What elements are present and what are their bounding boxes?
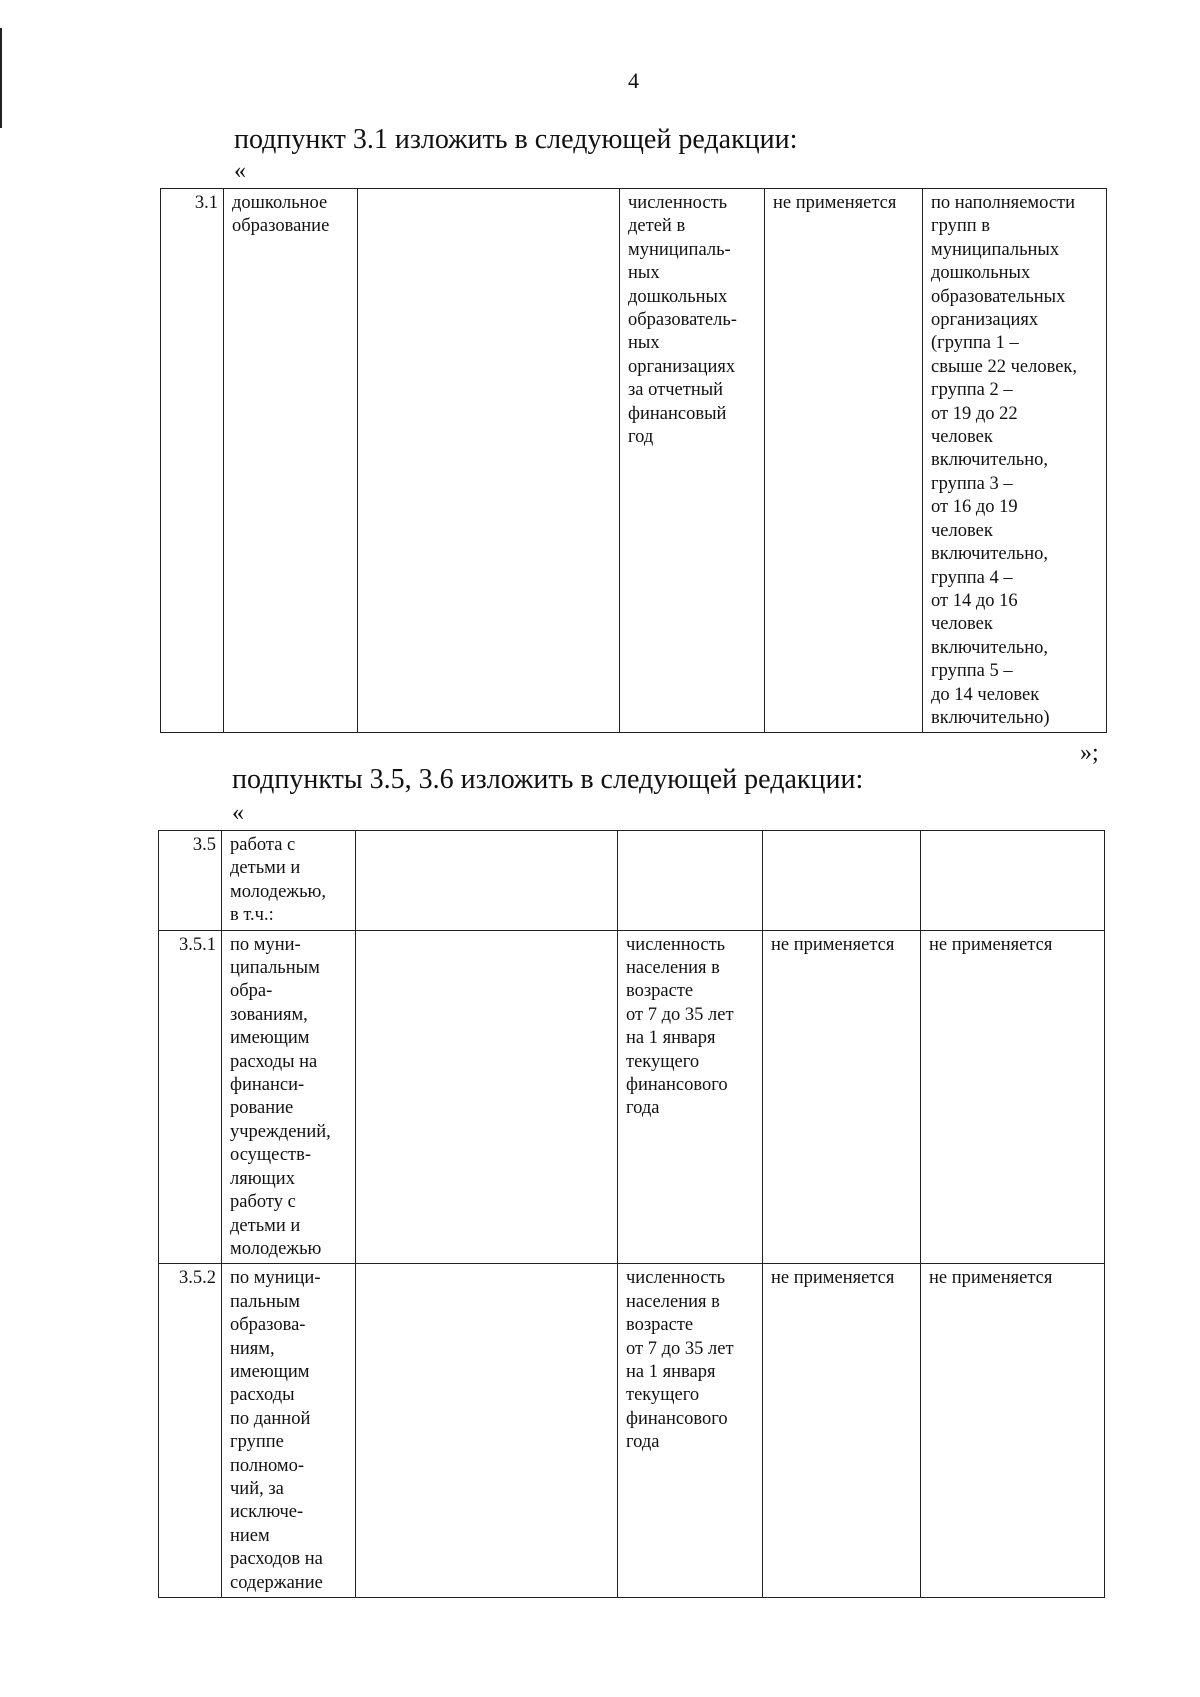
coefficient-cell — [763, 930, 921, 1264]
open-quote: « — [232, 800, 244, 826]
cell-text-line: муниципальных — [931, 239, 1060, 260]
cell-text-line: финансовый — [628, 403, 727, 424]
cell-text-line: от 14 до 16 — [931, 590, 1018, 611]
cell-text-line: численность — [628, 193, 728, 213]
cell-text-line: группа 3 – — [931, 473, 1013, 494]
coefficient-cell — [923, 189, 1107, 733]
cell-text-line: расходы на — [230, 1051, 318, 1072]
cell-text-line: не применяется — [929, 934, 1053, 955]
table-row — [161, 189, 1107, 733]
cell-text-line: пальным — [230, 1291, 300, 1312]
cell-text-line: финансового — [626, 1408, 728, 1429]
cell-text-line: год — [628, 427, 654, 448]
cell-text-line: осуществ- — [230, 1145, 312, 1166]
cell-text-line: численность — [626, 1268, 726, 1289]
row-number: 3.5.1 — [159, 930, 222, 1264]
cell-text-line: обра- — [230, 981, 273, 1002]
cell-text-line: молодежью — [230, 1238, 322, 1259]
indicator-cell — [618, 831, 763, 931]
cell-text-line: ляющих — [230, 1168, 295, 1189]
table-row — [159, 930, 1105, 1264]
cell-text-line: на 1 января — [626, 1028, 716, 1049]
cell-text-line: муниципаль- — [628, 239, 731, 260]
cell-text-line: возрасте — [626, 1315, 694, 1336]
heading-subclauses-3-5-3-6: подпункты 3.5, 3.6 изложить в следующей редакции: — [232, 764, 864, 795]
cell-text-line: по данной — [230, 1408, 311, 1429]
close-quote: »; — [1080, 740, 1099, 766]
coefficient-cell — [921, 930, 1105, 1264]
cell-text-line: до 14 человек — [931, 684, 1040, 705]
cell-text-line: группе — [230, 1432, 284, 1453]
cell-text-line: на 1 января — [626, 1361, 716, 1382]
coefficient-cell — [921, 831, 1105, 931]
cell-text-line: по муници- — [230, 1268, 321, 1289]
table-subclause-3-1 — [160, 188, 1107, 733]
expenditure-name-cell — [222, 930, 356, 1264]
row-number: 3.5 — [159, 831, 222, 931]
cell-text-line: включительно) — [931, 707, 1050, 728]
cell-text-line: не применяется — [929, 1268, 1053, 1289]
cell-text-line: по наполняемости — [931, 193, 1076, 213]
empty-cell — [356, 930, 618, 1264]
cell-text-line: возрасте — [626, 981, 694, 1002]
cell-text-line: не применяется — [771, 934, 895, 955]
cell-text-line: года — [626, 1432, 660, 1453]
cell-text-line: группа 5 – — [931, 661, 1013, 682]
cell-text-line: дошкольных — [628, 286, 728, 307]
cell-text-line: не применяется — [773, 193, 897, 213]
cell-text-line: ниям, — [230, 1338, 275, 1359]
cell-text-line: от 7 до 35 лет — [626, 1338, 734, 1359]
open-quote: « — [234, 158, 246, 184]
cell-text-line: организациях — [931, 310, 1039, 331]
cell-text-line: численность — [626, 934, 726, 955]
cell-text-line: (группа 1 – — [931, 333, 1019, 354]
cell-text-line: расходов на — [230, 1549, 323, 1570]
cell-text-line: года — [626, 1098, 660, 1119]
cell-text-line: работа с — [230, 835, 296, 855]
cell-text-line: человек — [931, 427, 993, 448]
cell-text-line: рование — [230, 1098, 294, 1119]
cell-text-line: за отчетный — [628, 380, 724, 401]
cell-text-line: текущего — [626, 1051, 700, 1072]
cell-text-line: включительно, — [931, 544, 1049, 565]
coefficient-cell — [921, 1264, 1105, 1598]
cell-text-line: ных — [628, 333, 660, 354]
indicator-cell — [618, 1264, 763, 1598]
cell-text-line: дошкольных — [931, 263, 1031, 284]
cell-text-line: от 16 до 19 — [931, 497, 1018, 518]
expenditure-name-cell — [224, 189, 358, 733]
cell-text-line: группа 2 – — [931, 380, 1013, 401]
cell-text-line: имеющим — [230, 1361, 310, 1382]
cell-text-line: имеющим — [230, 1028, 310, 1049]
empty-cell — [358, 189, 620, 733]
cell-text-line: свыше 22 человек, — [931, 356, 1078, 377]
margin-rule — [0, 28, 2, 128]
coefficient-cell — [763, 831, 921, 931]
empty-cell — [356, 1264, 618, 1598]
expenditure-name-cell — [222, 831, 356, 931]
cell-text-line: включительно, — [931, 450, 1049, 471]
cell-text-line: финансового — [626, 1075, 728, 1096]
expenditure-name-cell — [222, 1264, 356, 1598]
coefficient-cell — [765, 189, 923, 733]
cell-text-line: в т.ч.: — [230, 905, 274, 926]
cell-text-line: детьми и — [230, 1215, 301, 1236]
cell-text-line: ципальным — [230, 958, 320, 979]
cell-text-line: по муни- — [230, 934, 301, 955]
row-number: 3.5.2 — [159, 1264, 222, 1598]
indicator-cell — [618, 930, 763, 1264]
cell-text-line: группа 4 – — [931, 567, 1013, 588]
cell-text-line: текущего — [626, 1385, 700, 1406]
cell-text-line: финанси- — [230, 1075, 305, 1096]
cell-text-line: организациях — [628, 356, 736, 377]
cell-text-line: групп в — [931, 216, 991, 237]
cell-text-line: от 19 до 22 — [931, 403, 1018, 424]
cell-text-line: образова- — [230, 1315, 306, 1336]
cell-text-line: детьми и — [230, 858, 301, 879]
cell-text-line: человек — [931, 614, 993, 635]
empty-cell — [356, 831, 618, 931]
cell-text-line: исключе- — [230, 1502, 304, 1523]
cell-text-line: чий, за — [230, 1478, 284, 1499]
cell-text-line: от 7 до 35 лет — [626, 1004, 734, 1025]
cell-text-line: детей в — [628, 216, 686, 237]
cell-text-line: содержание — [230, 1572, 323, 1593]
cell-text-line: нием — [230, 1525, 270, 1546]
coefficient-cell — [763, 1264, 921, 1598]
row-number: 3.1 — [161, 189, 224, 733]
cell-text-line: работу с — [230, 1192, 296, 1213]
table-row — [159, 1264, 1105, 1598]
cell-text-line: населения в — [626, 958, 720, 979]
cell-text-line: ных — [628, 263, 660, 284]
indicator-cell — [620, 189, 765, 733]
cell-text-line: полномо- — [230, 1455, 305, 1476]
cell-text-line: молодежью, — [230, 881, 326, 902]
cell-text-line: зованиям, — [230, 1004, 308, 1025]
table-subclauses-3-5-3-6 — [158, 830, 1105, 1598]
cell-text-line: населения в — [626, 1291, 720, 1312]
table-row — [159, 831, 1105, 931]
page-number: 4 — [628, 68, 639, 93]
cell-text-line: расходы — [230, 1385, 295, 1406]
heading-subclause-3-1: подпункт 3.1 изложить в следующей редакции: — [234, 124, 798, 155]
cell-text-line: не применяется — [771, 1268, 895, 1289]
cell-text-line: образовательных — [931, 286, 1066, 307]
cell-text-line: включительно, — [931, 637, 1049, 658]
cell-text-line: образование — [232, 216, 330, 237]
cell-text-line: дошкольное — [232, 193, 328, 213]
cell-text-line: учреждений, — [230, 1121, 331, 1142]
cell-text-line: образователь- — [628, 310, 737, 331]
cell-text-line: человек — [931, 520, 993, 541]
